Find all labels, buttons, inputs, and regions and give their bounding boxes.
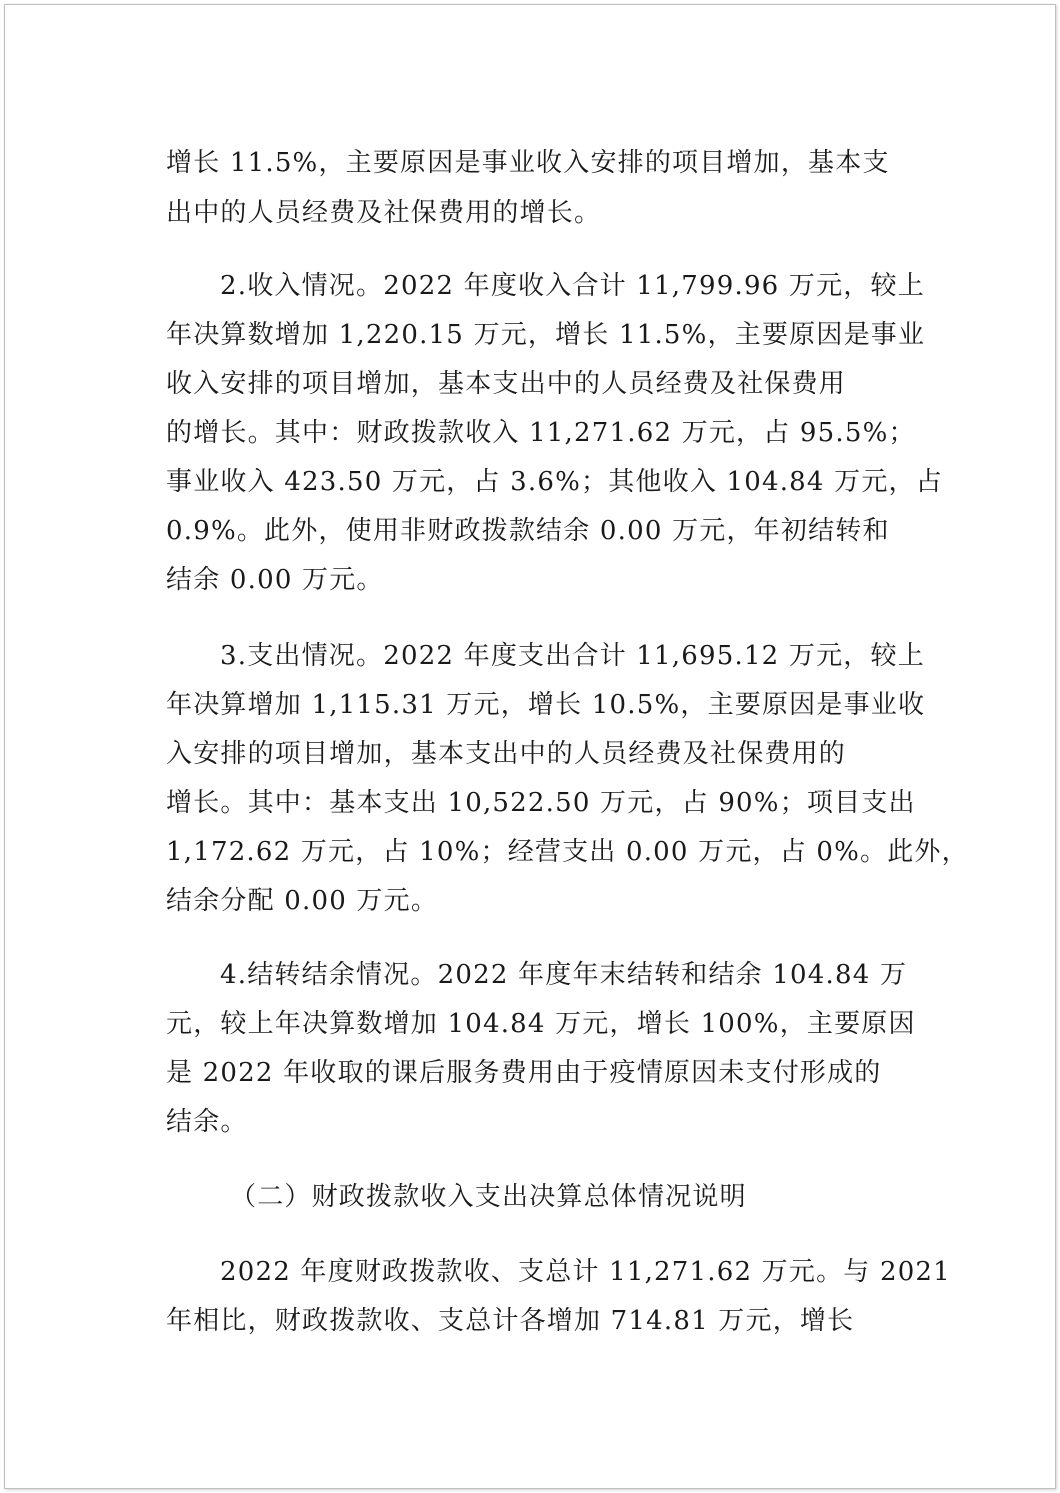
- paragraph-expense-heading: 3.支出情况。2022 年度支出合计 11,695.12 万元，较上: [220, 641, 925, 671]
- text-line: 出中的人员经费及社保费用的增长。: [166, 198, 602, 228]
- text-line: 入安排的项目增加，基本支出中的人员经费及社保费用的: [166, 739, 847, 769]
- paragraph-income-heading: 2.收入情况。2022 年度收入合计 11,799.96 万元，较上: [220, 271, 925, 301]
- text-line: 结余 0.00 万元。: [166, 565, 384, 595]
- text-line: 收入安排的项目增加，基本支出中的人员经费及社保费用: [166, 369, 847, 399]
- section-heading: （二）财政拨款收入支出决算总体情况说明: [230, 1182, 747, 1212]
- text-line: 是 2022 年收取的课后服务费用由于疫情原因未支付形成的: [166, 1058, 882, 1088]
- text-line: 年决算数增加 1,220.15 万元，增长 11.5%，主要原因是事业: [166, 320, 926, 350]
- text-line: 1,172.62 万元，占 10%；经营支出 0.00 万元，占 0%。此外，: [166, 837, 969, 867]
- text-line: 年相比，财政拨款收、支总计各增加 714.81 万元，增长: [166, 1306, 855, 1336]
- paragraph-balance-heading: 4.结转结余情况。2022 年度年末结转和结余 104.84 万: [220, 960, 908, 990]
- text-line: 年决算增加 1,115.31 万元，增长 10.5%，主要原因是事业收: [166, 690, 926, 720]
- text-line: 结余。: [166, 1107, 248, 1137]
- text-line: 元，较上年决算数增加 104.84 万元，增长 100%，主要原因: [166, 1009, 916, 1039]
- text-line: 的增长。其中：财政拨款收入 11,271.62 万元，占 95.5%；: [166, 418, 916, 448]
- text-line: 增长 11.5%，主要原因是事业收入安排的项目增加，基本支: [166, 148, 890, 178]
- text-line: 增长。其中：基本支出 10,522.50 万元，占 90%；项目支出: [166, 788, 916, 818]
- text-line: 0.9%。此外，使用非财政拨款结余 0.00 万元，年初结转和: [166, 516, 890, 546]
- text-line: 事业收入 423.50 万元，占 3.6%；其他收入 104.84 万元，占: [166, 467, 943, 497]
- text-line: 结余分配 0.00 万元。: [166, 886, 439, 916]
- text-line: 2022 年度财政拨款收、支总计 11,271.62 万元。与 2021: [220, 1257, 951, 1287]
